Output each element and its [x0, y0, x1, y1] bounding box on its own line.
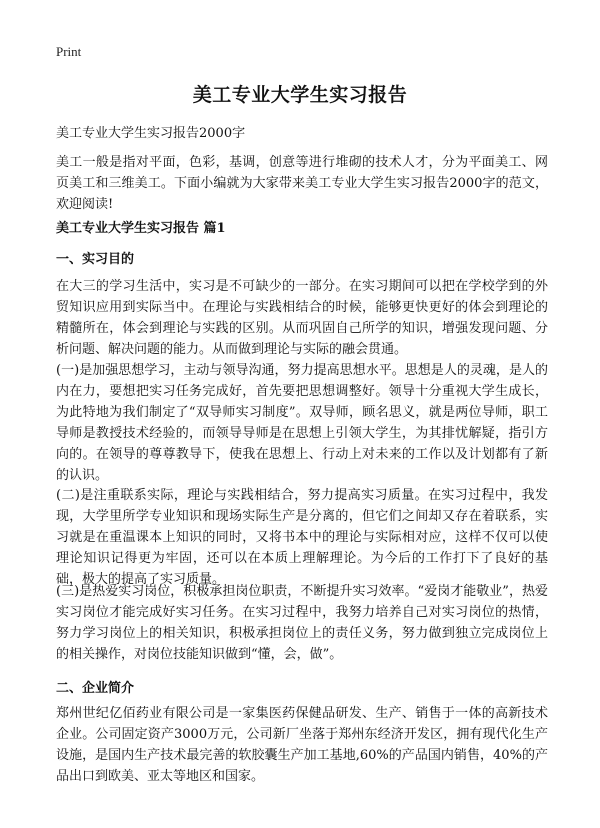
section-title: 美工专业大学生实习报告 篇1 — [56, 221, 226, 236]
paragraph-point-3: (三)是热爱实习岗位，积极承担岗位职责，不断提升实习效率。“爱岗才能敬业”，热爱实习岗位才能完成好实习任务。在实习过程中，我努力培养自己对实习岗位的热情，努力学习岗位上的相关知识，积极承担岗位上的责任义务，努力做到独立完成岗位上的相关操作，对岗位技能知识做到“懂，会，做”。 — [56, 584, 548, 662]
paragraph-company: 郑州世纪亿佰药业有限公司是一家集医药保健品研发、生产、销售于一体的高新技术企业。公司固定资产3000万元，公司新厂坐落于郑州东经济开发区，拥有现代化生产设施，是国内生产技术最完善的软胶囊生产加工基地,60%的产品国内销售，40%的产品出口到欧美、亚太等地区和国家。 — [56, 706, 548, 784]
heading-company: 二、企业简介 — [56, 681, 135, 696]
subtitle: 美工专业大学生实习报告2000字 — [56, 126, 246, 141]
page-title: 美工专业大学生实习报告 — [192, 84, 408, 106]
print-link[interactable]: Print — [56, 44, 82, 59]
heading-purpose: 一、实习目的 — [56, 252, 135, 267]
paragraph-point-2: (二)是注重联系实际，理论与实践相结合，努力提高实习质量。在实习过程中，我发现，大学里所学专业知识和现场实际生产是分离的，但它们之间却又存在着联系，实习就是在重温课本上知识的同时，又将书本中的理论与实际相对应，这样不仅可以使理论知识记得更为牢固，还可以在本质上理解理论。为今后的工作打下了良好的基础，极大的提高了实习质量。 — [56, 488, 548, 587]
paragraph-point-1: (一)是加强思想学习，主动与领导沟通，努力提高思想水平。思想是人的灵魂，是人的内在力，要想把实习任务完成好，首先要把思想调整好。领导十分重视大学生成长，为此特地为我们制定了“双导师实习制度”。双导师，顾名思义，就是两位导师，职工导师是教授技术经验的，而领导导师是在思想上引领大学生，为其排忧解疑，指引方向的。在领导的尊尊教导下，使我在思想上、行动上对未来的工作以及计划都有了新的认识。 — [56, 363, 548, 483]
paragraph-purpose: 在大三的学习生活中，实习是不可缺少的一部分。在实习期间可以把在学校学到的外贸知识应用到实际当中。在理论与实践相结合的时候，能够更快更好的体会到理论的精髓所在，体会到理论与实践的区别。从而巩固自己所学的知识，增强发现问题、分析问题、解决问题的能力。从而做到理论与实际的融会贯通。 — [56, 279, 548, 357]
intro-paragraph: 美工一般是指对平面，色彩，基调，创意等进行堆砌的技术人才，分为平面美工、网页美工和三维美工。下面小编就为大家带来美工专业大学生实习报告2000字的范文，欢迎阅读! — [56, 155, 548, 212]
